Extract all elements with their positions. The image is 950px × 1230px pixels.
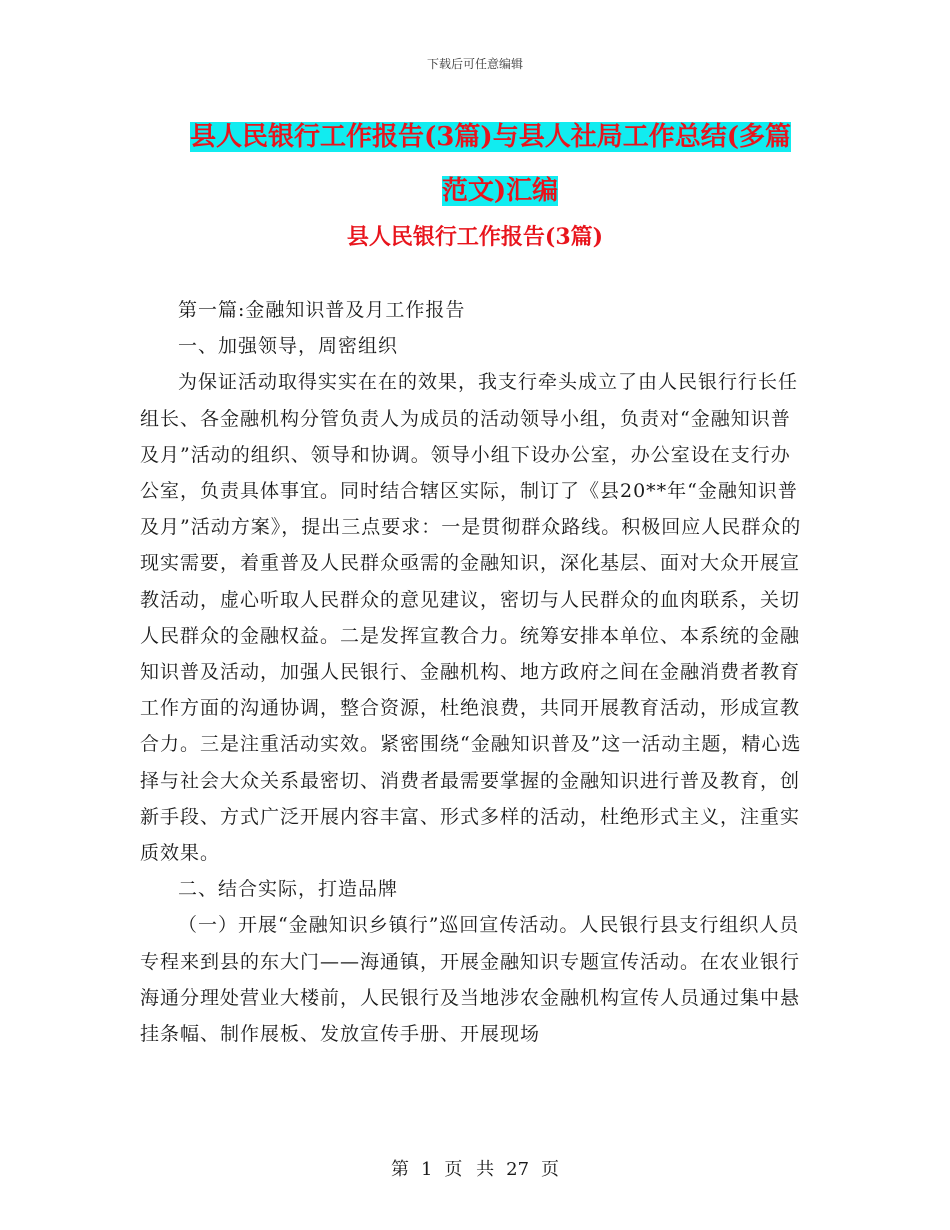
header-note: 下载后可任意编辑 <box>426 57 523 71</box>
total-pages: 27 <box>506 1159 530 1180</box>
footer-middle: 页 共 <box>444 1159 495 1180</box>
paragraph: （一）开展“金融知识乡镇行”巡回宣传活动。人民银行县支行组织人员专程来到县的东大门——海通镇，开展金融知识专题宣传活动。在农业银行海通分理处营业大楼前，人民银行及当地涉农金融机构宣传人员通过集中悬挂条幅、制作展板、发放宣传手册、开展现场 <box>140 914 801 1046</box>
body-text <box>140 292 805 1052</box>
paragraph: 为保证活动取得实实在在的效果，我支行牵头成立了由人民银行行长任组长、各金融机构分管负责人为成员的活动领导小组，负责对“金融知识普及月”活动的组织、领导和协调。领导小组下设办公室，办公室设在支行办公室，负责具体事宜。同时结合辖区实际，制订了《县20**年“金融知识普及月”活动方案》，提出三点要求：一是贯彻群众路线。积极回应人民群众的现实需要，着重普及人民群众亟需的金融知识，深化基层、面对大众开展宣教活动，虚心听取人民群众的意见建议，密切与人民群众的血肉联系，关切人民群众的金融权益。二是发挥宣教合力。统筹安排本单位、本系统的金融知识普及活动，加强人民银行、金融机构、地方政府之间在金融消费者教育工作方面的沟通协调，整合资源，杜绝浪费，共同开展教育活动，形成宣教合力。三是注重活动实效。紧密围绕“金融知识普及”这一活动主题，精心选择与社会大众关系最密切、消费者最需要掌握的金融知识进行普及教育，创新手段、方式广泛开展内容丰富、形式多样的活动，杜绝形式主义，注重实质效果。 <box>140 371 802 865</box>
current-page-number: 1 <box>420 1159 433 1180</box>
page-footer <box>0 1155 950 1181</box>
paragraph: 二、结合实际，打造品牌 <box>178 878 399 901</box>
section-title: 县人民银行工作报告(3篇) <box>346 224 604 250</box>
title-line-1: 县人民银行工作报告(3篇)与县人社局工作总结(多篇 <box>190 122 791 152</box>
footer-prefix: 第 <box>390 1159 409 1180</box>
document-title <box>190 110 810 218</box>
footer-suffix: 页 <box>541 1159 560 1180</box>
paragraph: 第一篇:金融知识普及月工作报告 <box>178 299 466 321</box>
title-line-2: 范文)汇编 <box>441 176 559 206</box>
paragraph: 一、加强领导，周密组织 <box>178 335 399 358</box>
